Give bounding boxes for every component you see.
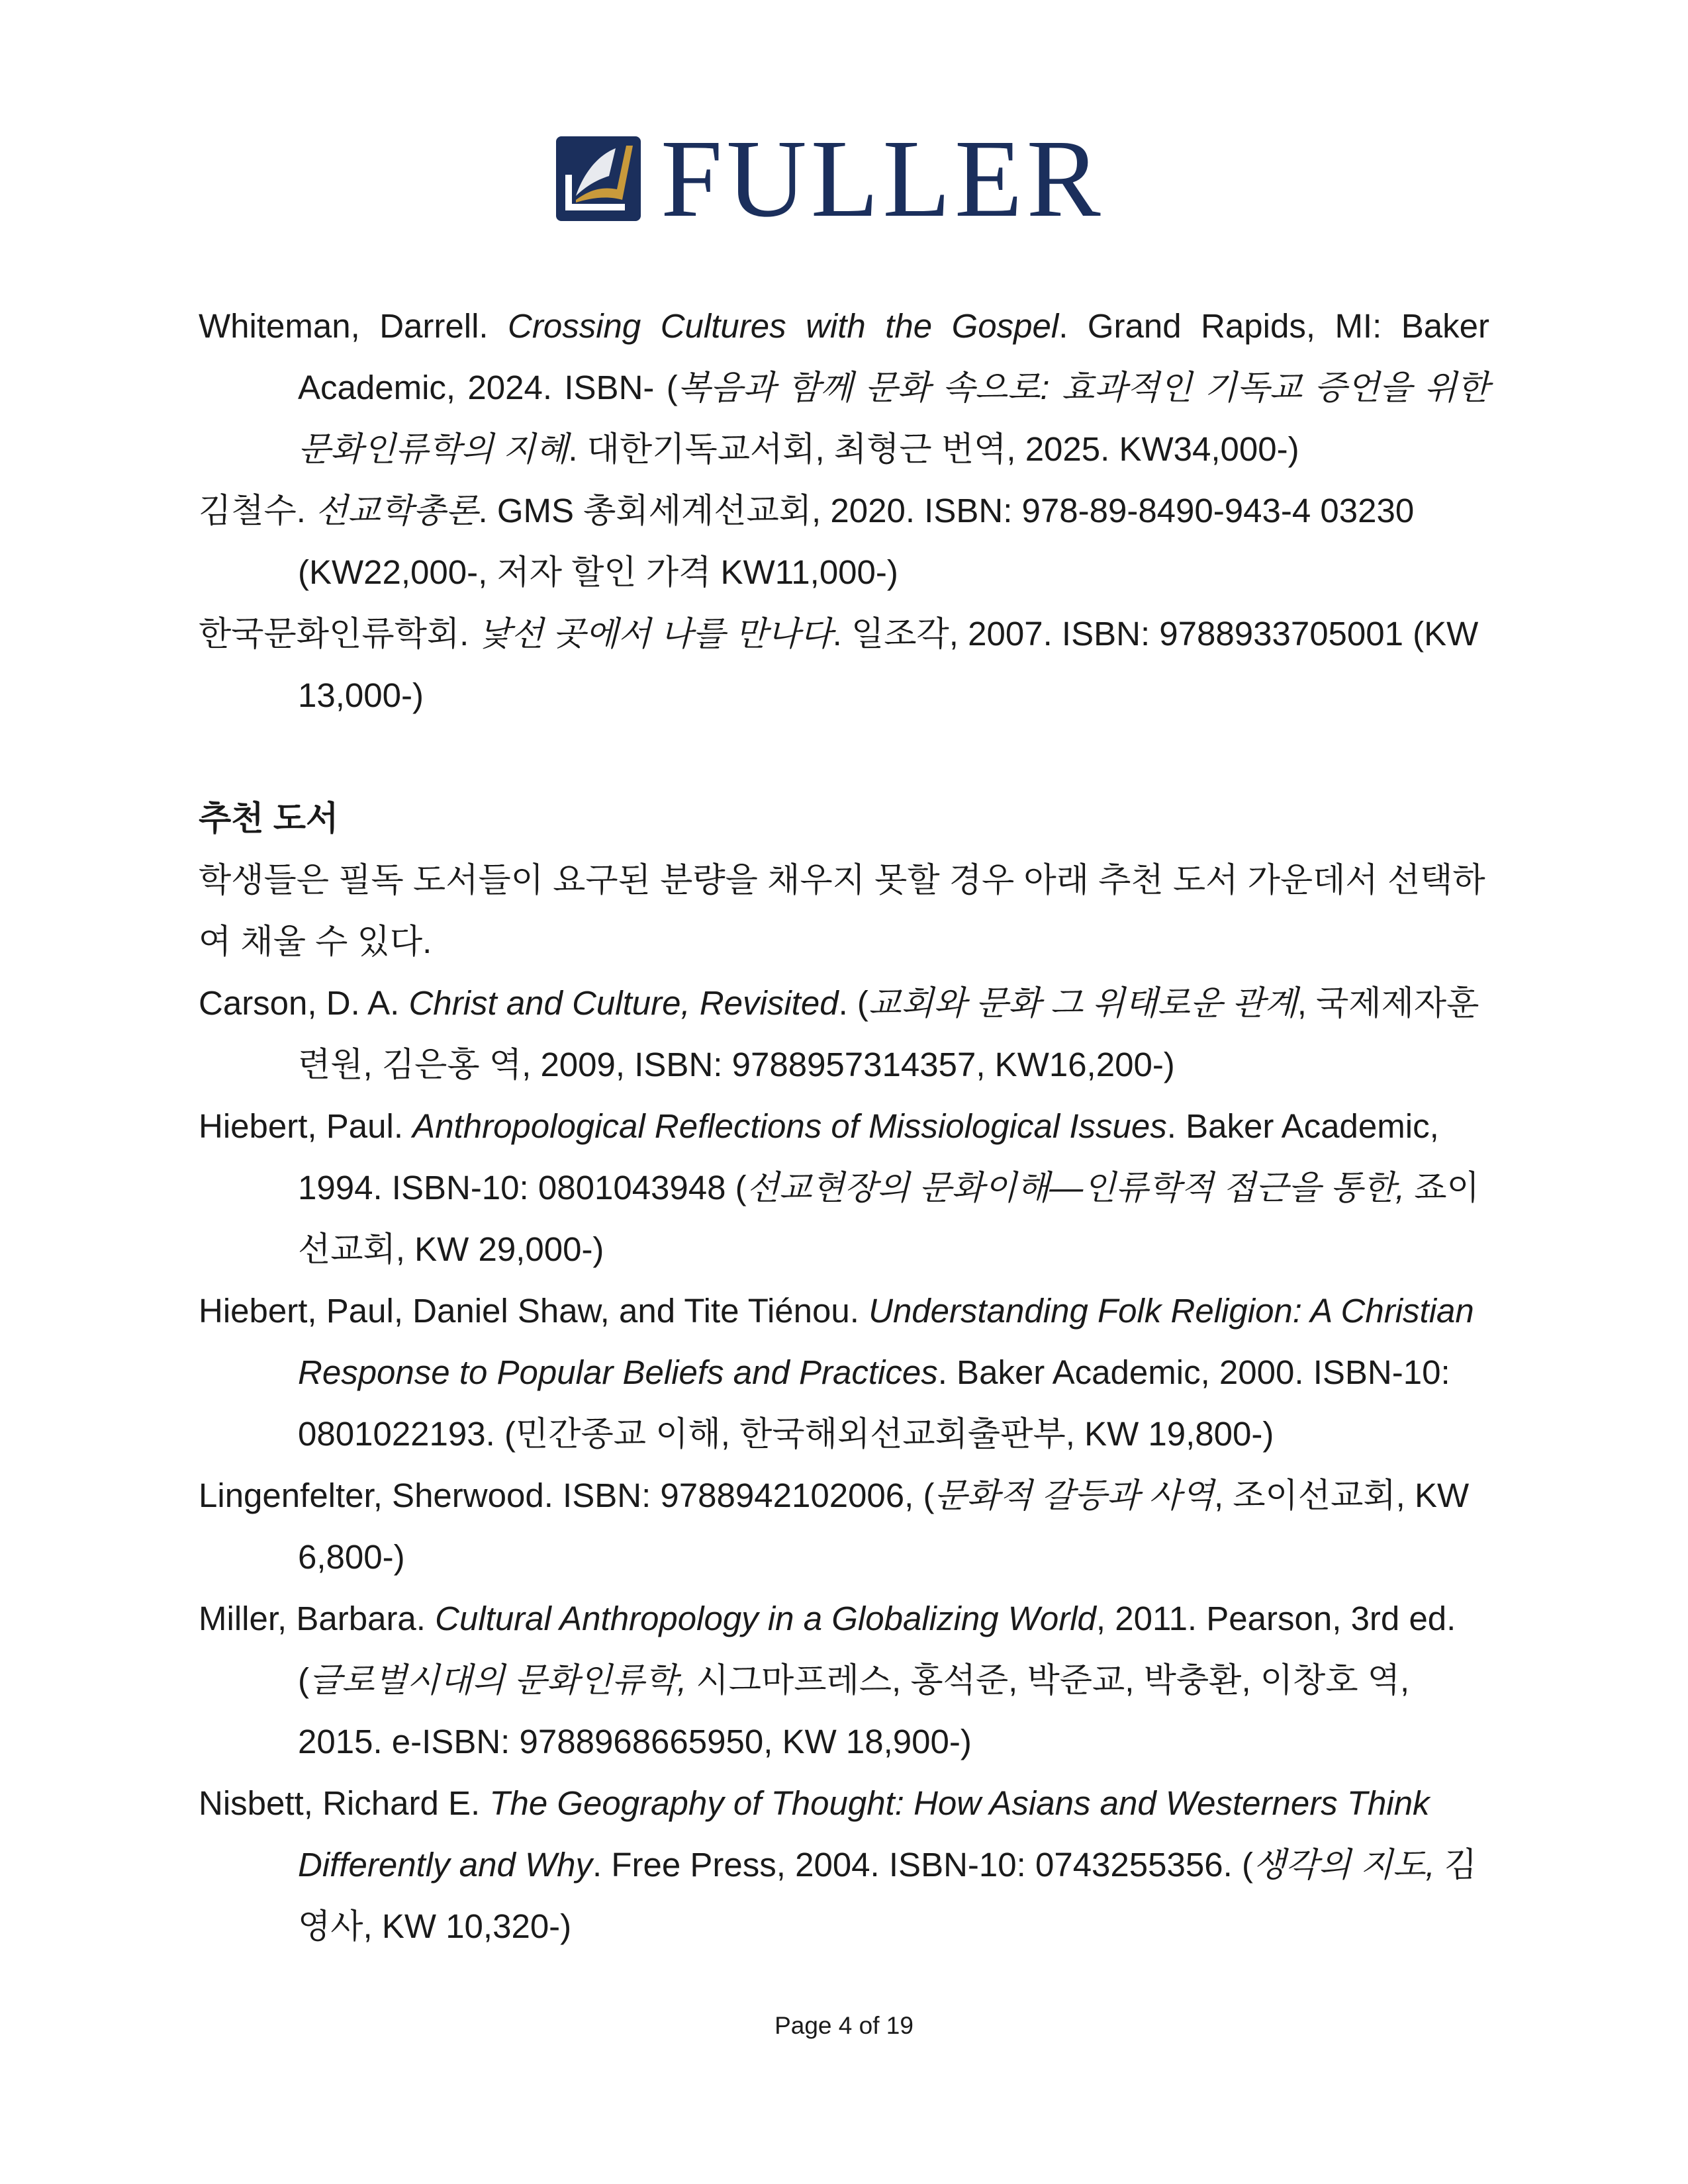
fuller-book-mark-icon bbox=[556, 136, 641, 221]
section-intro: 학생들은 필독 도서들이 요구된 분량을 채우지 못할 경우 아래 추천 도서 가운데서 선택하여 채울 수 있다. bbox=[199, 861, 1485, 960]
section-heading: 추천 도서 bbox=[199, 799, 339, 837]
bibliography-content bbox=[199, 295, 1489, 1957]
bibliography-entry: 한국문화인류학회. 낯선 곳에서 나를 만나다. 일조각, 2007. ISBN: 9788933705001 (KW 13,000-) bbox=[199, 615, 1479, 714]
fuller-logo bbox=[556, 117, 1105, 240]
bibliography-entry: Lingenfelter, Sherwood. ISBN: 9788942102006, (문화적 갈등과 사역, 조이선교회, KW 6,800-) bbox=[199, 1477, 1470, 1576]
bibliography-entry: Nisbett, Richard E. The Geography of Thought: How Asians and Westerners Think Differently and Why. Free Press, 2004. ISBN-10: 0743255356. (생각의 지도, 김영사, KW 10,320-) bbox=[199, 1784, 1477, 1945]
fuller-wordmark: FULLER bbox=[661, 117, 1105, 240]
bibliography-entry: Miller, Barbara. Cultural Anthropology in a Globalizing World, 2011. Pearson, 3rd ed. (글로벌시대의 문화인류학, 시그마프레스, 홍석준, 박준교, 박충환, 이창호 역, 2015. e-ISBN: 9788968665950, KW 18,900-) bbox=[199, 1600, 1456, 1760]
bibliography-entry: Whiteman, Darrell. Crossing Cultures with the Gospel. Grand Rapids, MI: Baker Academic, 2024. ISBN- (복음과 함께 문화 속으로: 효과적인 기독교 증언을 위한 문화인류학의 지혜. 대한기독교서회, 최형근 번역, 2025. KW34,000-) bbox=[199, 307, 1489, 468]
bibliography-entry: Carson, D. A. Christ and Culture, Revisited. (교회와 문화 그 위태로운 관계, 국제제자훈련원, 김은홍 역, 2009, ISBN: 9788957314357, KW16,200-) bbox=[199, 984, 1479, 1083]
bibliography-entry: 김철수. 선교학총론. GMS 총회세계선교회, 2020. ISBN: 978-89-8490-943-4 03230 (KW22,000-, 저자 할인 가격 KW11,000-) bbox=[199, 492, 1415, 591]
section-spacer bbox=[199, 726, 1489, 788]
page-number: Page 4 of 19 bbox=[774, 2012, 914, 2039]
bibliography-entry: Hiebert, Paul. Anthropological Reflections of Missiological Issues. Baker Academic, 1994. ISBN-10: 0801043948 (선교현장의 문화이해—인류학적 접근을 통한, 죠이선교회, KW 29,000-) bbox=[199, 1107, 1479, 1268]
bibliography-entry: Hiebert, Paul, Daniel Shaw, and Tite Tiénou. Understanding Folk Religion: A Christian Response to Popular Beliefs and Practices. Baker Academic, 2000. ISBN-10: 0801022193. (민간종교 이해, 한국해외선교회출판부, KW 19,800-) bbox=[199, 1292, 1474, 1453]
